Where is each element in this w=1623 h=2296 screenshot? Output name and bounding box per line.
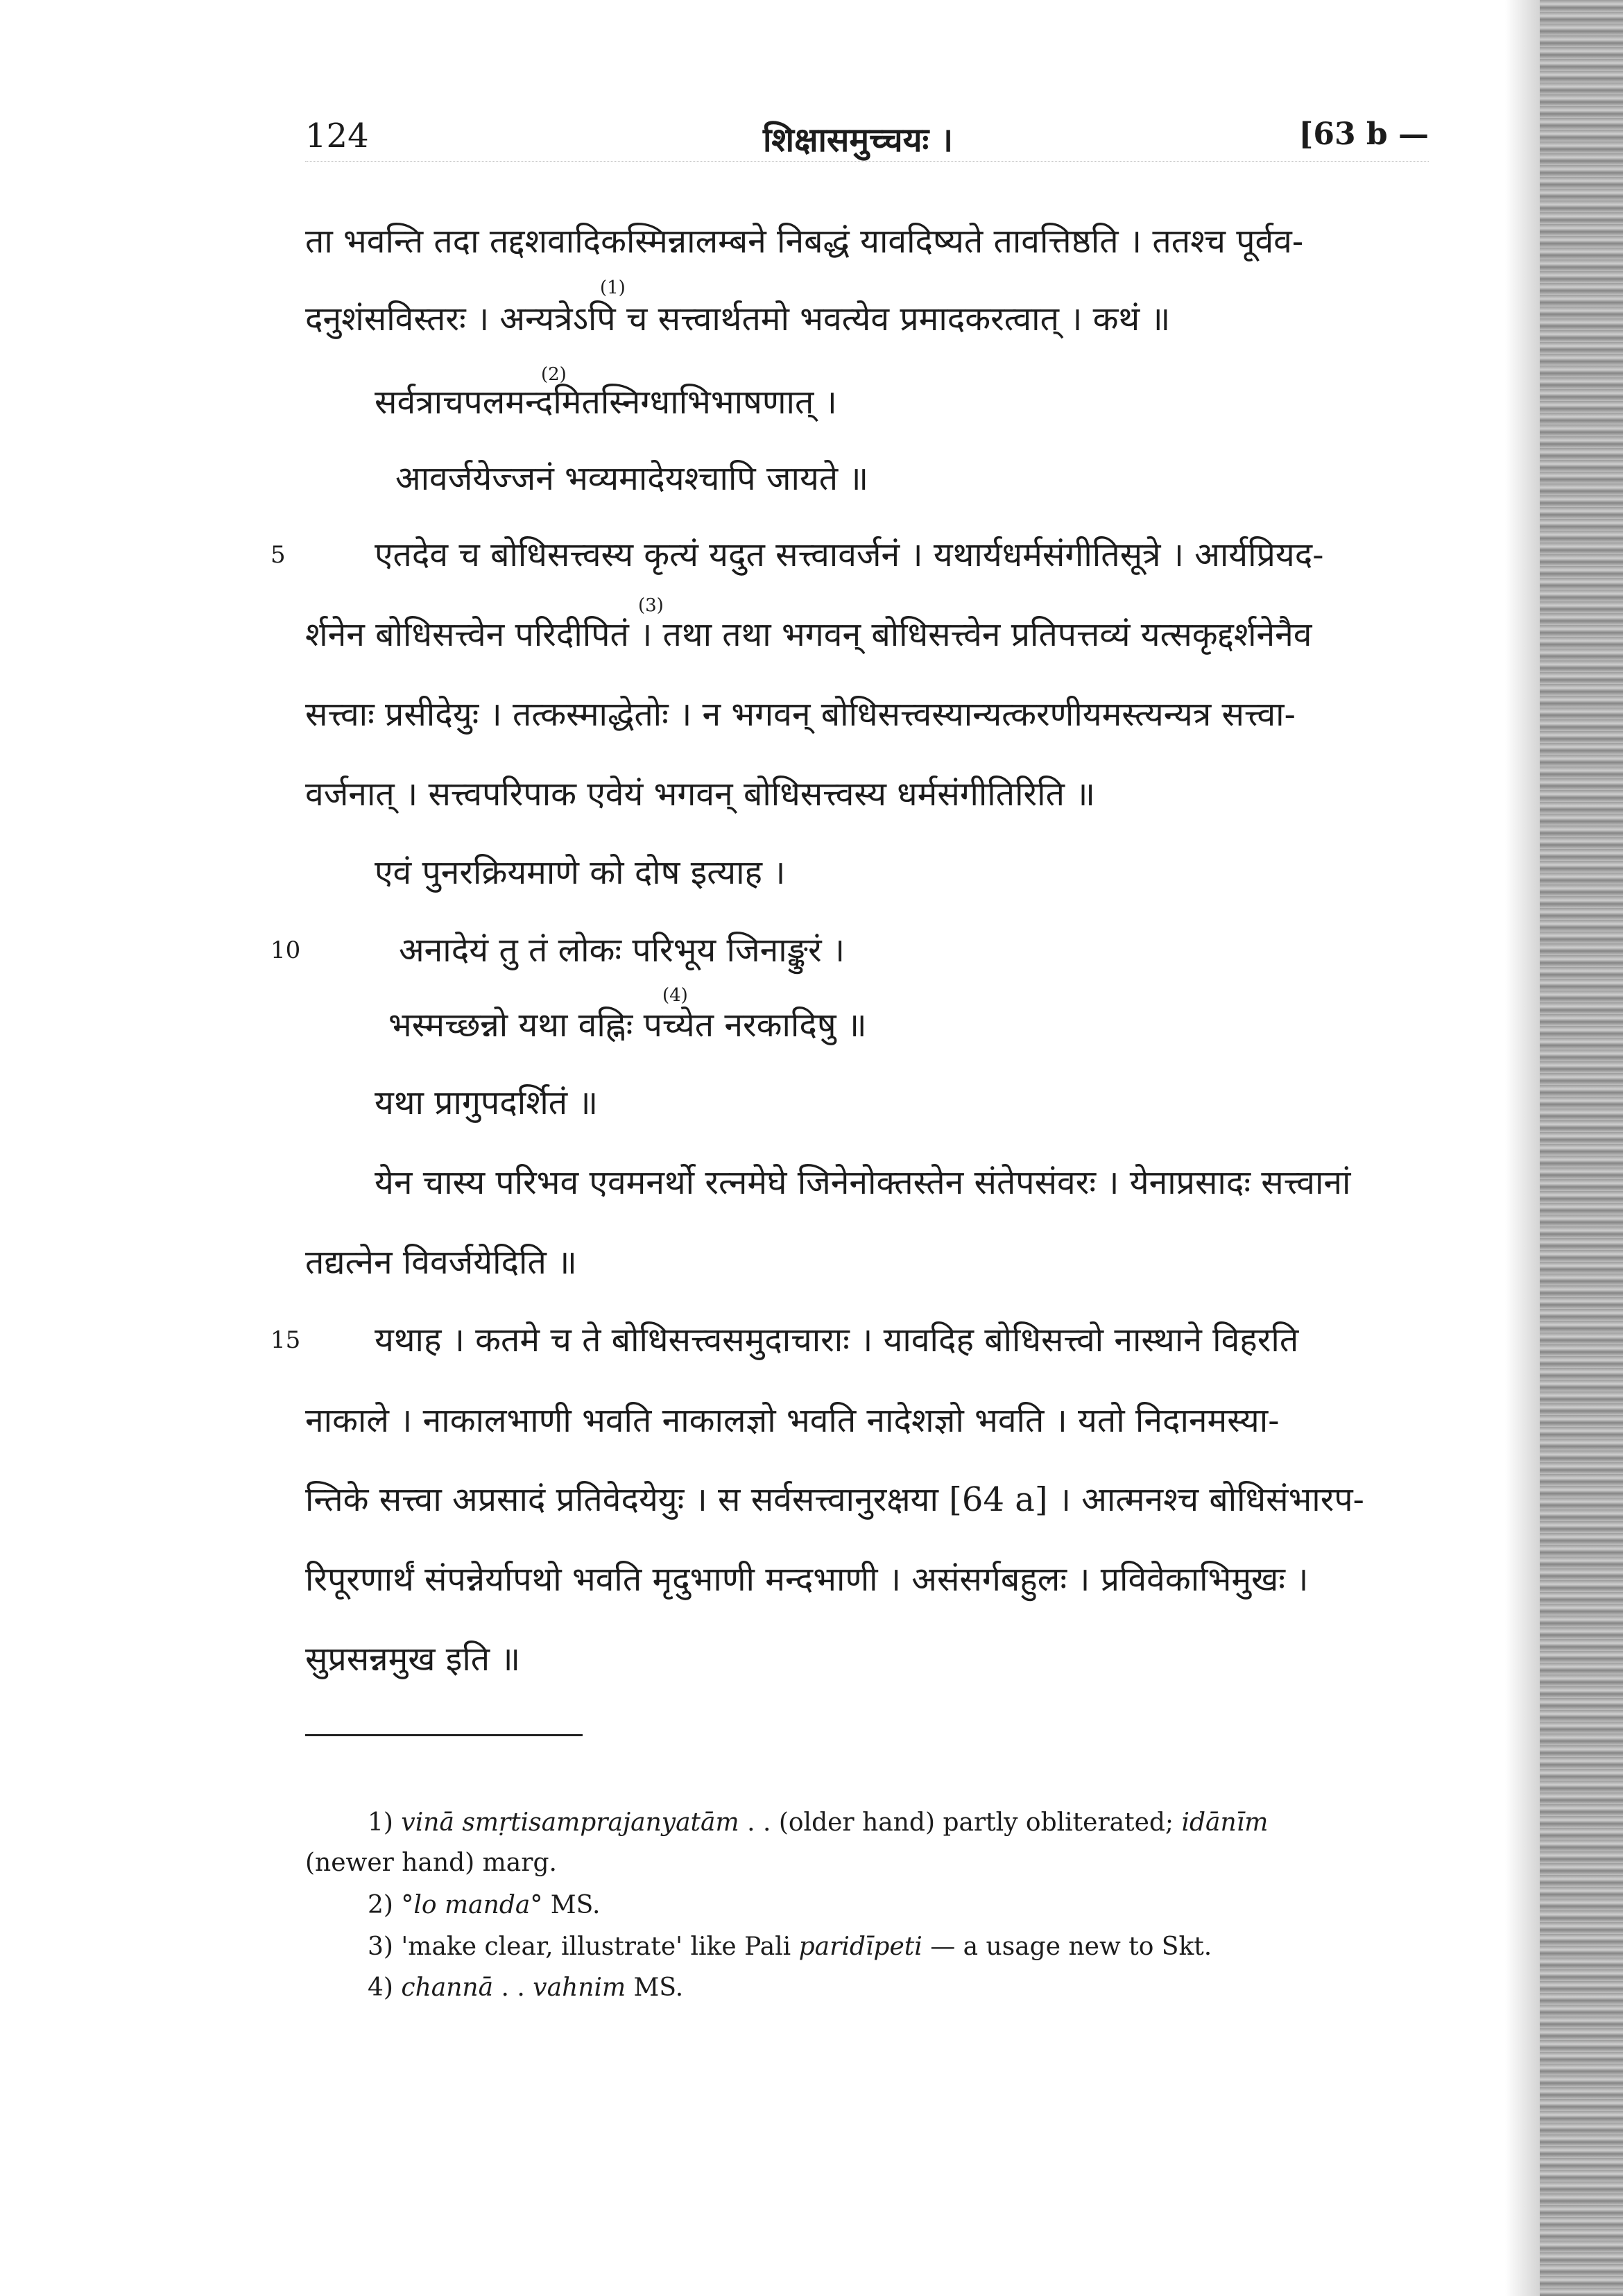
footnote-4-text-a: . . xyxy=(493,1973,533,2002)
folio-reference: [63 b — xyxy=(1298,117,1429,152)
text-line-19: सुप्रसन्नमुख इति ॥ xyxy=(305,1640,521,1679)
note-marker-3: (3) xyxy=(638,595,664,616)
line-number-15: 15 xyxy=(270,1326,301,1354)
note-marker-2: (2) xyxy=(541,364,567,385)
footnote-rule xyxy=(305,1734,583,1736)
footnote-3-text-b: — a usage new to Skt. xyxy=(922,1933,1212,1961)
verse-line-4: भस्मच्छन्नो यथा वह्निः पच्येत नरकादिषु ॥ xyxy=(388,1006,867,1045)
footnote-1 xyxy=(368,1807,1268,1839)
footnote-1-term-b: idānīm xyxy=(1181,1808,1269,1837)
text-line-16: नाकाले । नाकालभाणी भवति नाकालज्ञो भवति नादेशज्ञो भवति । यतो निदानमस्या- xyxy=(305,1401,1280,1440)
text-line-12: यथा प्रागुपदर्शितं ॥ xyxy=(375,1083,599,1122)
footnote-3-number: 3) xyxy=(368,1933,393,1961)
running-title: शिक्षासमुच्चयः । xyxy=(763,121,954,160)
footnote-1-term-a: vinā smṛtisamprajanyatām xyxy=(401,1808,739,1837)
line-number-5: 5 xyxy=(270,541,286,569)
text-line-8: वर्जनात् । सत्त्वपरिपाक एवेयं भगवन् बोधिसत्त्वस्य धर्मसंगीतिरिति ॥ xyxy=(305,775,1095,814)
text-line-2: दनुशंसविस्तरः । अन्यत्रेऽपि च सत्त्वार्थतमो भवत्येव प्रमादकरत्वात् । कथं ॥ xyxy=(305,300,1171,339)
text-line-6: र्शनेन बोधिसत्त्वेन परिदीपितं । तथा तथा भगवन् बोधिसत्त्वेन प्रतिपत्तव्यं यत्सकृद्दर्शनेनैव xyxy=(305,615,1312,654)
footnote-4-term-b: vahnim xyxy=(533,1973,626,2002)
text-line-14: तद्यत्नेन विवर्जयेदिति ॥ xyxy=(305,1243,577,1282)
footnote-3 xyxy=(368,1931,1212,1963)
line-number-10: 10 xyxy=(270,936,301,964)
page-header xyxy=(305,117,1429,165)
verse-line-1: सर्वत्राचपलमन्दमितस्निग्धाभिभाषणात् । xyxy=(375,383,837,422)
footnote-4-text-b: MS. xyxy=(626,1973,684,2002)
text-line-18: रिपूरणार्थं संपन्नेर्यापथो भवति मृदुभाणी मन्दभाणी । असंसर्गबहुलः । प्रविवेकाभिमुखः । xyxy=(305,1560,1309,1599)
footnote-3-term: paridīpeti xyxy=(798,1933,922,1961)
footnote-3-text-a: 'make clear, illustrate' like Pali xyxy=(401,1933,799,1961)
verse-line-3: अनादेयं तु तं लोकः परिभूय जिनाङ्कुरं । xyxy=(399,931,845,970)
text-line-17: न्तिके सत्त्वा अप्रसादं प्रतिवेदयेयुः । स सर्वसत्त्वानुरक्षया [64 a] । आत्मनश्च बोधिसंभारप- xyxy=(305,1480,1364,1519)
text-line-7: सत्त्वाः प्रसीदेयुः । तत्कस्माद्धेतोः । न भगवन् बोधिसत्त्वस्यान्यत्करणीयमस्त्यन्यत्र सत्त्वा- xyxy=(305,695,1296,734)
footnote-4-term-a: channā xyxy=(401,1973,494,2002)
verse-line-2: आवर्जयेज्जनं भव्यमादेयश्चापि जायते ॥ xyxy=(395,459,869,498)
text-line-1: ता भवन्ति तदा तद्दशवादिकस्मिन्नालम्बने निबद्धं यावदिष्यते तावत्तिष्ठति । ततश्च पूर्वव- xyxy=(305,222,1304,261)
footnote-1-continued: (newer hand) marg. xyxy=(305,1849,557,1877)
footnote-2-text: MS. xyxy=(542,1891,601,1919)
header-rule xyxy=(305,161,1429,162)
footnote-2-number: 2) xyxy=(368,1891,393,1919)
page-number: 124 xyxy=(305,117,369,155)
text-line-15: यथाह । कतमे च ते बोधिसत्त्वसमुदाचाराः । यावदिह बोधिसत्त्वो नास्थाने विहरति xyxy=(375,1321,1299,1360)
note-marker-4: (4) xyxy=(662,985,688,1006)
footnote-1-number: 1) xyxy=(368,1808,393,1837)
page-edge-fade xyxy=(1505,0,1540,2296)
footnote-2-term: °lo manda° xyxy=(401,1891,543,1919)
text-line-9: एवं पुनरक्रियमाणे को दोष इत्याह । xyxy=(375,853,786,892)
text-line-5: एतदेव च बोधिसत्त्वस्य कृत्यं यदुत सत्त्वावर्जनं । यथार्यधर्मसंगीतिसूत्रे । आर्यप्रियद- xyxy=(375,536,1324,574)
scanned-page-edge xyxy=(1540,0,1623,2296)
footnote-4-number: 4) xyxy=(368,1973,393,2002)
text-line-13: येन चास्य परिभव एवमनर्थो रत्नमेघे जिनेनोक्तस्तेन संतेपसंवरः । येनाप्रसादः सत्त्वानां xyxy=(375,1163,1351,1202)
footnote-2 xyxy=(368,1890,600,1921)
note-marker-1: (1) xyxy=(600,277,626,298)
footnote-4 xyxy=(368,1972,683,2004)
footnote-1-text-a: . . (older hand) partly obliterated; xyxy=(739,1808,1182,1837)
